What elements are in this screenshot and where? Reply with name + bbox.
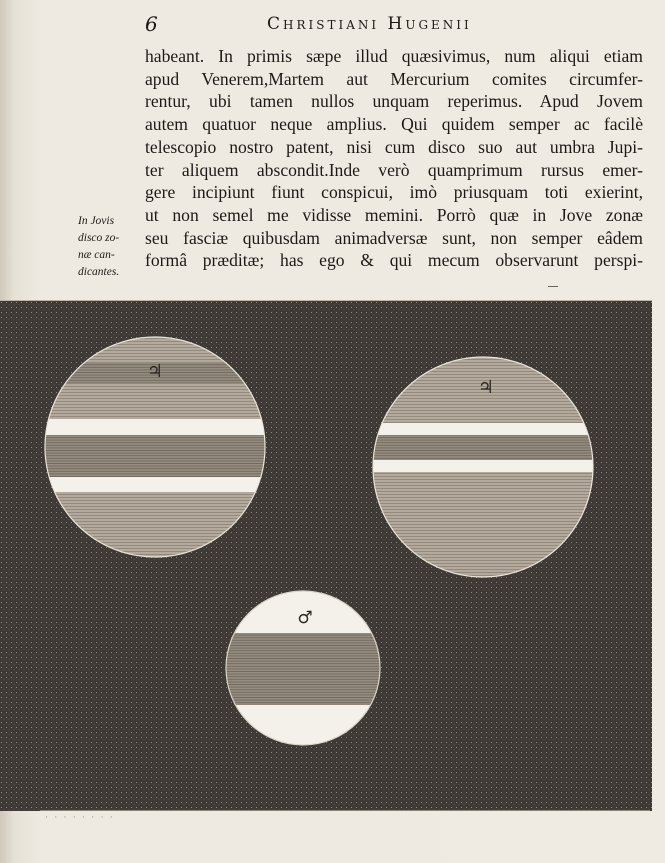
text-line: habeant. In primis sæpe illud quæsivimus, num aliqui etiam <box>145 46 643 66</box>
text-line: ut non semel me vidisse memini. Porrò quæ in Jove zonæ <box>145 204 643 225</box>
page-number: 6 <box>145 12 158 36</box>
marginal-note-line: disco zo- <box>78 232 120 244</box>
engraved-plate <box>0 300 652 811</box>
marginal-note-line: In Jovis <box>78 215 115 227</box>
jupiter-belt-band <box>370 460 600 472</box>
text-line: apud Venerem,Martem aut Mercurium comites circumfer- <box>145 68 643 89</box>
bleed-through-marks: · · · · · · · · <box>45 812 115 822</box>
rule-mark <box>548 286 558 287</box>
jupiter-belt-band <box>40 477 270 492</box>
jupiter-belt-band <box>370 423 600 435</box>
text-line: gere incipiunt fiunt conspicui, imò priusquam toti exierint, <box>145 182 643 203</box>
plate-bottom-edge <box>40 810 650 811</box>
jupiter-symbol-right: ♃ <box>477 377 495 398</box>
mars-symbol: ♂ <box>297 608 313 628</box>
text-line: telescopio nostro patent, nisi cum disco suo aut umbra Jupi- <box>145 136 643 157</box>
running-head <box>145 12 645 38</box>
body-text <box>145 45 643 272</box>
jupiter-belt-band <box>40 419 270 435</box>
text-line: seu fasciæ quibusdam animadversæ sunt, non semper eâdem <box>145 227 643 248</box>
text-line: autem quatuor neque amplius. Qui quidem semper ac facilè <box>145 114 643 135</box>
marginal-note-line: næ can- <box>78 249 115 261</box>
text-line: formâ præditæ; has ego & qui mecum observarunt perspi- <box>145 250 643 271</box>
text-line: rentur, ubi tamen nullos unquam reperimus. Apud Jovem <box>145 91 643 112</box>
marginal-note <box>78 213 138 281</box>
running-head-author: Christiani Hugenii <box>267 14 472 34</box>
text-line: ter aliquem abscondit.Inde verò quamprimum rursus emer- <box>145 159 643 180</box>
jupiter-symbol-left: ♃ <box>146 361 164 382</box>
plate-illustration <box>0 301 652 811</box>
marginal-note-line: dicantes. <box>78 266 120 278</box>
